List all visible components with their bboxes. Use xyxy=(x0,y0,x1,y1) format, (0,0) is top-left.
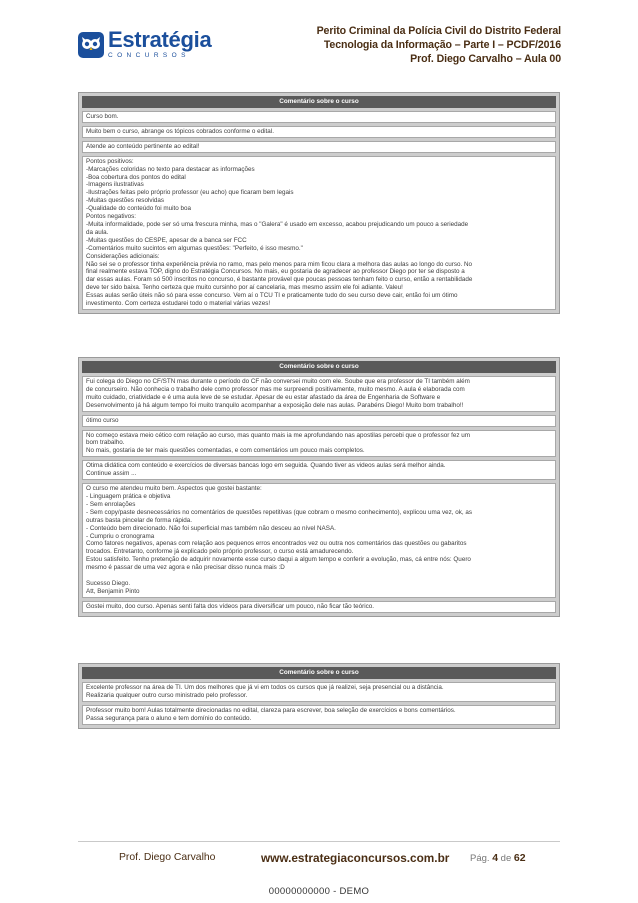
comment-line: final realmente estava TOP, digno do Estratégia Concursos. No mais, eu gostaria de agradecer ao professor Diego por ter se disposto a xyxy=(86,268,465,276)
comment-line: Continue assim ... xyxy=(86,470,137,478)
comment-line: da aula. xyxy=(86,228,109,236)
comment-box xyxy=(82,126,556,138)
comment-box xyxy=(82,415,556,427)
comment-box xyxy=(82,376,556,412)
comment-line: muito cuidado, criatividade e é uma aula leve de se estudar. Apesar de eu estar afastado da área de Engenharia de Software e xyxy=(86,393,441,401)
comment-box xyxy=(82,430,556,458)
comment-box xyxy=(82,111,556,123)
comment-line: Gostei muito, doo curso. Apenas senti falta dos vídeos para diversificar um pouco, não ficar tão teórico. xyxy=(86,602,375,610)
comment-line: -Boa cobertura dos pontos do edital xyxy=(86,173,186,181)
comment-box xyxy=(82,682,556,702)
comment-line: trocados. Entretanto, conforme já explicado pelo próprio professor, o curso está amadurecendo. xyxy=(86,548,354,556)
comments-panel xyxy=(78,663,560,729)
comment-line: bom trabalho. xyxy=(86,439,125,447)
brand-sub: CONCURSOS xyxy=(108,52,190,59)
comment-line: Desenvolvimento já há algum tempo foi muito tranquilo acompanhar a exposição dele nas aulas. Parabéns Diego! Muito bom trabalho!! xyxy=(86,401,464,409)
comment-line: Professor muito bom! Aulas totalmente direcionadas no edital, clareza para escrever, boa seleção de exercícios e bons comentários. xyxy=(86,706,456,714)
comment-line: - Sem enrolações xyxy=(86,500,136,508)
page-number xyxy=(470,852,526,864)
comment-line: Fui colega do Diego no CF/STN mas durante o período do CF não conversei muito com ele. Soube que era professor de TI também além xyxy=(86,378,470,385)
brand-name: Estratégia xyxy=(108,27,212,52)
course-line: Tecnologia da Informação – Parte I – PCDF/2016 xyxy=(323,39,561,51)
comment-line: -Muita informalidade, pode ser só uma frescura minha, mas o "Galera" é usado em excesso, acabou prejudicando um pouco a seriedade xyxy=(86,220,469,228)
comment-line: No mais, gostaria de ter mais questões comentadas, e com comentários um pouco mais completos. xyxy=(86,447,365,455)
comment-line: -Marcações coloridas no texto para destacar as informações xyxy=(86,165,255,173)
comment-line: Ótima didática com conteúdo e exercícios de diversas bancas logo em seguida. Quando tiver as videos aulas será melhor ainda. xyxy=(86,462,446,470)
comment-line: -Muitas questões resolvidas xyxy=(86,197,165,205)
comment-line: Passa segurança para o aluno e tem domínio do conteúdo. xyxy=(86,714,252,722)
comment-box xyxy=(82,483,556,598)
comment-line: mesmo é passar de uma vez agora e não precisar disso nunca mais :D xyxy=(86,564,285,572)
comment-line: - Sem copy/paste desnecessários no comentários de questões repetitivas (que cobram o mesmo conhecimento), explicou uma vez, ok, as xyxy=(86,508,473,516)
comment-line: Pontos negativos: xyxy=(86,213,137,221)
panel-title: Comentário sobre o curso xyxy=(82,96,556,108)
comment-box xyxy=(82,601,556,613)
comments-panel xyxy=(78,357,560,617)
comment-line: -Comentários muito sucintos em algumas questões: "Perfeito, é isso mesmo." xyxy=(86,244,303,252)
page-total: 62 xyxy=(513,852,526,864)
comment-line: Considerações adicionais: xyxy=(86,252,160,260)
comment-line: -Qualidade do conteúdo foi muito boa xyxy=(86,205,192,213)
comment-line: Como fatores negativos, apenas com relação aos pequenos erros encontrados vez ou outra nos comentários das questões ou gabaritos xyxy=(86,540,467,548)
panel-title: Comentário sobre o curso xyxy=(82,361,556,373)
comment-line: -Imagens ilustrativas xyxy=(86,181,144,189)
comment-line: No começo estava meio cético com relação ao curso, mas quanto mais ia me aprofundando nas apostilas percebi que o professor fez um xyxy=(86,431,470,439)
comment-line: deve ter sido baixa. Tenho certeza que muito cursinho por aí cancelaria, mas mesmo assim ele foi adiante. Valeu! xyxy=(86,284,403,292)
course-info xyxy=(317,24,561,66)
panel-title: Comentário sobre o curso xyxy=(82,667,556,679)
page-current: 4 xyxy=(492,852,499,864)
comment-line: investimento. Com certeza estudarei todo o material várias vezes! xyxy=(86,300,271,308)
footer-author: Prof. Diego Carvalho xyxy=(119,852,216,863)
footer-site-link[interactable]: www.estrategiaconcursos.com.br xyxy=(261,851,450,865)
comment-line: O curso me atendeu muito bem. Aspectos que gostei bastante: xyxy=(86,485,262,493)
owl-icon xyxy=(78,32,104,58)
comment-line: outras basta pincelar de forma rápida. xyxy=(86,516,193,524)
comment-line: -Muitas questões do CESPE, apesar de a banca ser FCC xyxy=(86,236,247,244)
course-line: Perito Criminal da Polícia Civil do Distrito Federal xyxy=(316,25,561,37)
demo-watermark: 00000000000 - DEMO xyxy=(268,886,370,897)
comments-panel xyxy=(78,92,560,314)
comment-line: Muito bem o curso, abrange os tópicos cobrados conforme o edital. xyxy=(86,127,274,135)
comment-line: Att, Benjamin Pinto xyxy=(86,587,140,595)
comment-line: ótimo curso xyxy=(86,416,119,424)
comment-line: Curso bom. xyxy=(86,113,119,120)
page-of: de xyxy=(500,853,512,864)
comment-line xyxy=(86,572,552,580)
comment-box xyxy=(82,460,556,480)
comment-line: Pontos positivos: xyxy=(86,157,134,165)
comment-line: - Conteúdo bem direcionado. Não foi superficial mas também não desceu ao nível NASA. xyxy=(86,524,336,532)
comment-line: -Ilustrações feitas pelo próprio professor (eu acho) que ficaram bem legais xyxy=(86,189,294,197)
comment-line: - Linguagem prática e objetiva xyxy=(86,492,171,500)
page-header xyxy=(0,0,638,80)
comment-line: Essas aulas serão úteis não só para esse concurso. Vem aí o TCU TI e praticamente tudo do seu curso deve cair, então foi um ótimo xyxy=(86,292,458,300)
comment-line: de concurseiro. Não conhecia o trabalho dele como professor mas me surpreendi positivamente, muito mesmo. A aula é elaborada com xyxy=(86,385,465,393)
comment-box xyxy=(82,156,556,310)
comment-line: - Cumpriu o cronograma xyxy=(86,532,155,540)
comment-line: Realizaria qualquer outro curso ministrado pelo professor. xyxy=(86,691,248,699)
course-line: Prof. Diego Carvalho – Aula 00 xyxy=(410,53,561,65)
estrategia-logo xyxy=(78,27,212,60)
comment-line: Estou satisfeito. Tenho pretenção de adquirir novamente esse curso daqui a algum tempo e conferir a evolução, mas, cá entre nós: Quero xyxy=(86,556,471,564)
page-footer xyxy=(78,841,560,866)
page-prefix: Pág. xyxy=(470,853,490,864)
comment-line: Excelente professor na área de TI. Um dos melhores que já vi em todos os cursos que já realizei, seja presencial ou a distância. xyxy=(86,684,444,691)
comment-line: Atende ao conteúdo pertinente ao edital! xyxy=(86,142,200,150)
comment-box xyxy=(82,141,556,153)
comment-box xyxy=(82,705,556,725)
comment-line: dar essas aulas. Foram só 500 inscritos no concurso, é bastante provável que poucas pessoas tenham feito o curso, então a rentabilidade xyxy=(86,276,473,284)
comment-line: Não sei se o professor tinha experiência prévia no ramo, mas pelo menos para mim ficou clara a melhora das aulas ao longo do curso. No xyxy=(86,260,473,268)
comment-line: Sucesso Diego. xyxy=(86,579,131,587)
